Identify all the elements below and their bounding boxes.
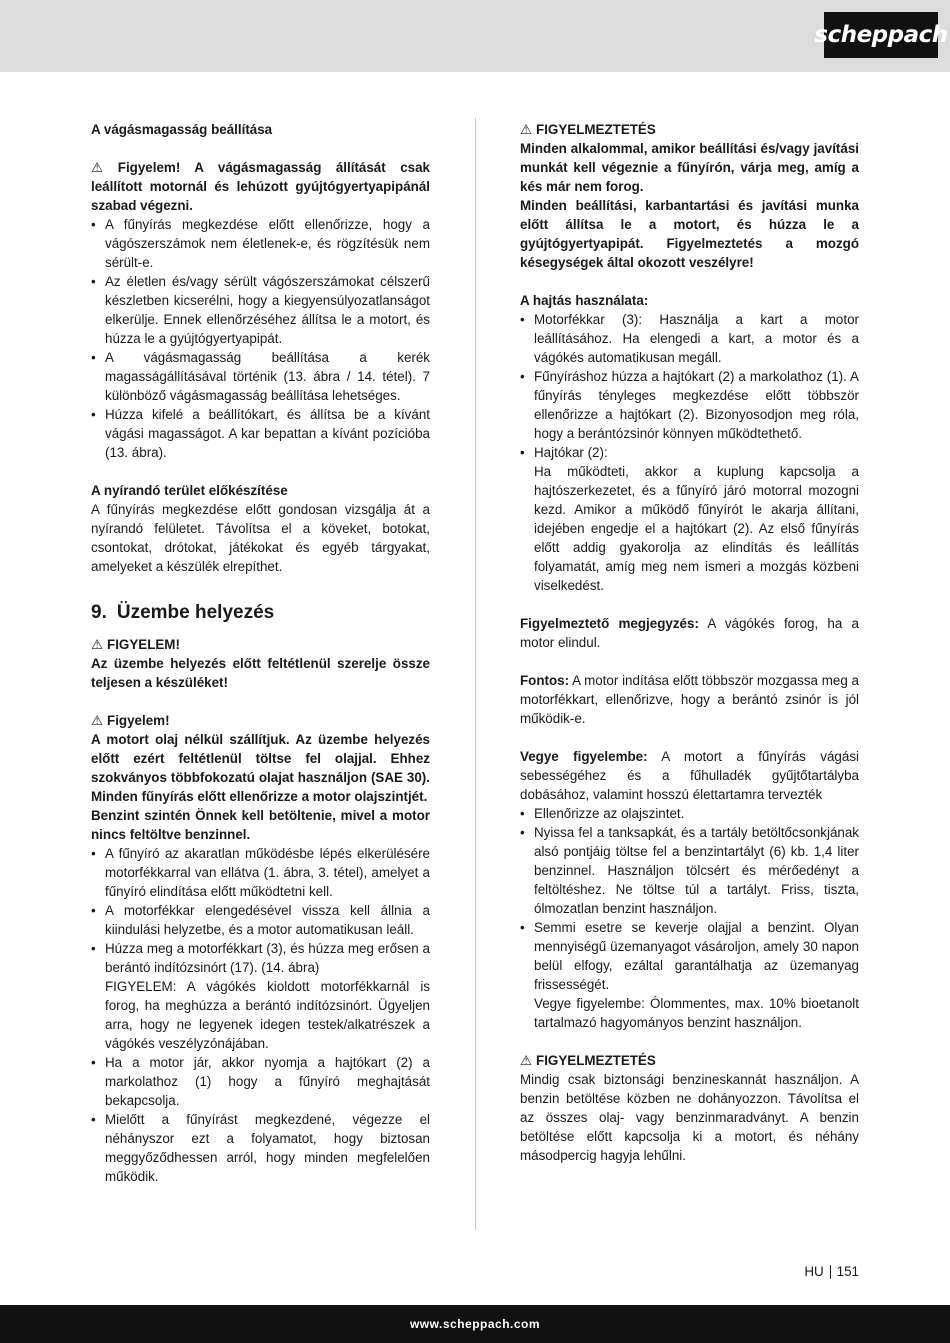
warning-label: FIGYELMEZTETÉS [536, 122, 656, 137]
note-text: A vágókés forog, ha a motor elindul. [520, 616, 859, 650]
right-column [520, 120, 859, 1165]
warning-icon: ⚠ [520, 122, 533, 137]
list-item: • Húzza kifelé a beállítókart, és állítsa be a kívánt vágási magasságot. A kar bepattan a kívánt pozícióba (13. ábra). [91, 405, 430, 462]
list-item: • Ha a motor jár, akkor nyomja a hajtókart (2) a markolathoz (1) hogy a fűnyíró meghajtását bekapcsolja. [91, 1053, 430, 1110]
warning-text: Figyelem! A vágásmagasság állítását csak leállított motornál és lehúzott gyújtógyertyapipánál szabad végezni. [91, 160, 430, 213]
footer-bar [0, 1305, 950, 1343]
left-column [91, 120, 430, 1186]
section-title-cutting-height: A vágásmagasság beállítása [91, 122, 273, 137]
warning-note [520, 614, 859, 652]
list-item: • A vágásmagasság beállítása a kerék magasságállításával történik (13. ábra / 14. tétel). 7 különböző vágásmagasság beállítása lehetséges. [91, 348, 430, 405]
commissioning-list-continued [91, 1053, 430, 1186]
warning-label: FIGYELMEZTETÉS [536, 1053, 656, 1068]
warning-heading [520, 120, 859, 139]
chapter-heading [91, 601, 430, 625]
consider-note [520, 747, 859, 804]
fuel-safety-text: Mindig csak biztonsági benzineskannát használjon. A benzin betöltése közben ne dohányozzon. Távolítsa el az összes olaj- vagy benzinmaradványt. A benzin betöltése előtt kapcsolja ki a motort, és néhány másodpercig hagyja lehűlni. [520, 1072, 859, 1163]
list-item-continuation: Vegye figyelembe: Ólommentes, max. 10% bioetanolt tartalmazó hagyományos benzint használjon. [534, 996, 859, 1030]
separator [830, 1265, 831, 1279]
column-divider [475, 118, 476, 1230]
note-label: Fontos: [520, 673, 570, 688]
warning-heading [520, 1051, 859, 1070]
scheppach-logo: scheppach [824, 12, 938, 58]
warning-text: Minden beállítási, karbantartási és javítási munka előtt állítsa le a motort, és húzza le a gyújtógyertyapipát. Figyelmeztetés a mozgó késegységek által okozott veszélyre! [520, 198, 859, 270]
list-item: • Az életlen és/vagy sérült vágószerszámokat célszerű készletben kicserélni, hogy a kiegyensúlyozatlanságot elkerülje. Ennek ellenőrzéséhez állítsa le a motort, és húzza le a gyújtógyertyapipát. [91, 272, 430, 348]
commissioning-list [91, 844, 430, 977]
note-label: Figyelmeztető megjegyzés: [520, 616, 699, 631]
list-item: • Semmi esetre se keverje olajjal a benzint. Olyan mennyiségű üzemanyagot vásároljon, amely 30 napon belül elfogy, ezáltal garantálhatja az üzemanyag frissességét. [520, 918, 859, 994]
chapter-number: 9. [91, 602, 107, 623]
list-item: • Hajtókar (2): [520, 443, 859, 462]
website-link[interactable]: www.scheppach.com [409, 1317, 541, 1331]
area-prep-text: A fűnyírás megkezdése előtt gondosan vizsgálja át a nyírandó felületet. Távolítsa el a köveket, botokat, csontokat, drótokat, játékokat és egyéb tárgyakat, amelyeket a készülék elrepíthet. [91, 502, 430, 574]
list-item: • Nyissa fel a tanksapkát, és a tartály betöltőcsonkjának alsó pontjáig töltse fel a benzintartályt (6) kb. 1,4 liter benzinnel. Használjon tölcsért és mérőedényt a feltöltéshez. Ne töltse túl a tartályt. Friss, tiszta, ólmozatlan benzint használjon. [520, 823, 859, 918]
note-label: Vegye figyelembe: [520, 749, 648, 764]
warning-label: Figyelem! [107, 713, 170, 728]
commissioning-warning-label [91, 635, 430, 654]
warning-icon: ⚠ [91, 713, 104, 728]
fuel-list [520, 804, 859, 994]
commissioning-warning-text: Az üzembe helyezés előtt feltétlenül szerelje össze teljesen a készüléket! [91, 656, 430, 690]
section-title-drive: A hajtás használata: [520, 293, 649, 308]
list-item: • Fűnyíráshoz húzza a hajtókart (2) a markolathoz (1). A fűnyírás tényleges megkezdése előtt többször ellenőrizze a hajtókart (2). Bizonyosodjon meg róla, hogy a berántózsinór könnyen működtethető. [520, 367, 859, 443]
oil-warning-label [91, 711, 430, 730]
list-item: • Ellenőrizze az olajszintet. [520, 804, 859, 823]
warning-icon: ⚠ [520, 1053, 533, 1068]
warning-text: Minden alkalommal, amikor beállítási és/vagy javítási munkát kell végeznie a fűnyírón, várja meg, amíg a kés már nem forog. [520, 141, 859, 194]
page-num: 151 [836, 1264, 859, 1279]
warning-icon: ⚠ [91, 160, 114, 175]
fuel-warning-text: Benzint szintén Önnek kell betöltenie, mivel a motor nincs feltöltve benzinnel. [91, 808, 430, 842]
oil-warning-text: A motort olaj nélkül szállítjuk. Az üzembe helyezés előtt ezért feltétlenül töltse fel olajjal. Ehhez szokványos többfokozatú olajat használjon (SAE 30). Minden fűnyírás előtt ellenőrizze a motor olajszintjét. [91, 732, 430, 804]
page-header [0, 0, 950, 72]
list-item-continuation: Ha működteti, akkor a kuplung kapcsolja a hajtószerkezetet, és a fűnyíró járó motorral mozogni kezd. Amikor a működő fűnyírót le akarja állítani, idejében engedje el a hajtókart (2). Az első fűnyírás előtt addig gyakorolja az elindítás és leállítás folyamatát, amíg meg nem ismeri a mozgás közbeni viselkedést. [534, 464, 859, 593]
list-item-continuation: FIGYELEM: A vágókés kioldott motorfékkarnál is forog, ha meghúzza a berántó indítózsinórt. Ügyeljen arra, hogy ne legyenek idegen testek/alkatrészek a vágókés veszélyzónájában. [105, 979, 430, 1051]
cutting-height-warning [91, 158, 430, 215]
warning-icon: ⚠ [91, 637, 104, 652]
list-item: • Motorfékkar (3): Használja a kart a motor leállításához. Ha elengedi a kart, a motor és a vágókés automatikusan megáll. [520, 310, 859, 367]
list-item: • Húzza meg a motorfékkart (3), és húzza meg erősen a berántó indítózsinórt (17). (14. ábra) [91, 939, 430, 977]
chapter-title: Üzembe helyezés [116, 602, 275, 623]
note-text: A motort a fűnyírás vágási sebességéhez és a fűhulladék gyűjtőtartályba dobásához, valamint hosszú élettartamra tervezték [520, 749, 859, 802]
list-item: • Mielőtt a fűnyírást megkezdené, végezze el néhányszor ezt a folyamatot, hogy biztosan meggyőződhessen arról, hogy minden megfelelően működik. [91, 1110, 430, 1186]
warning-label: FIGYELEM! [107, 637, 180, 652]
section-title-area-prep: A nyírandó terület előkészítése [91, 483, 288, 498]
language-code: HU [804, 1264, 824, 1279]
list-item: • A fűnyírás megkezdése előtt ellenőrizze, hogy a vágószerszámok nem életlenek-e, és rögzítésük nem sérült-e. [91, 215, 430, 272]
drive-list [520, 310, 859, 462]
list-item: • A motorfékkar elengedésével vissza kell állnia a kiindulási helyzetbe, és a motor automatikusan leáll. [91, 901, 430, 939]
note-text: A motor indítása előtt többször mozgassa meg a motorfékkart, ellenőrizve, hogy a berántó zsinór is jól működik-e. [520, 673, 859, 726]
important-note [520, 671, 859, 728]
page-number [804, 1264, 859, 1279]
cutting-height-list [91, 215, 430, 462]
list-item: • A fűnyíró az akaratlan működésbe lépés elkerülésére motorfékkarral van ellátva (1. ábra, 3. tétel), amelyet a fűnyíró elindítása előtt működtetni kell. [91, 844, 430, 901]
